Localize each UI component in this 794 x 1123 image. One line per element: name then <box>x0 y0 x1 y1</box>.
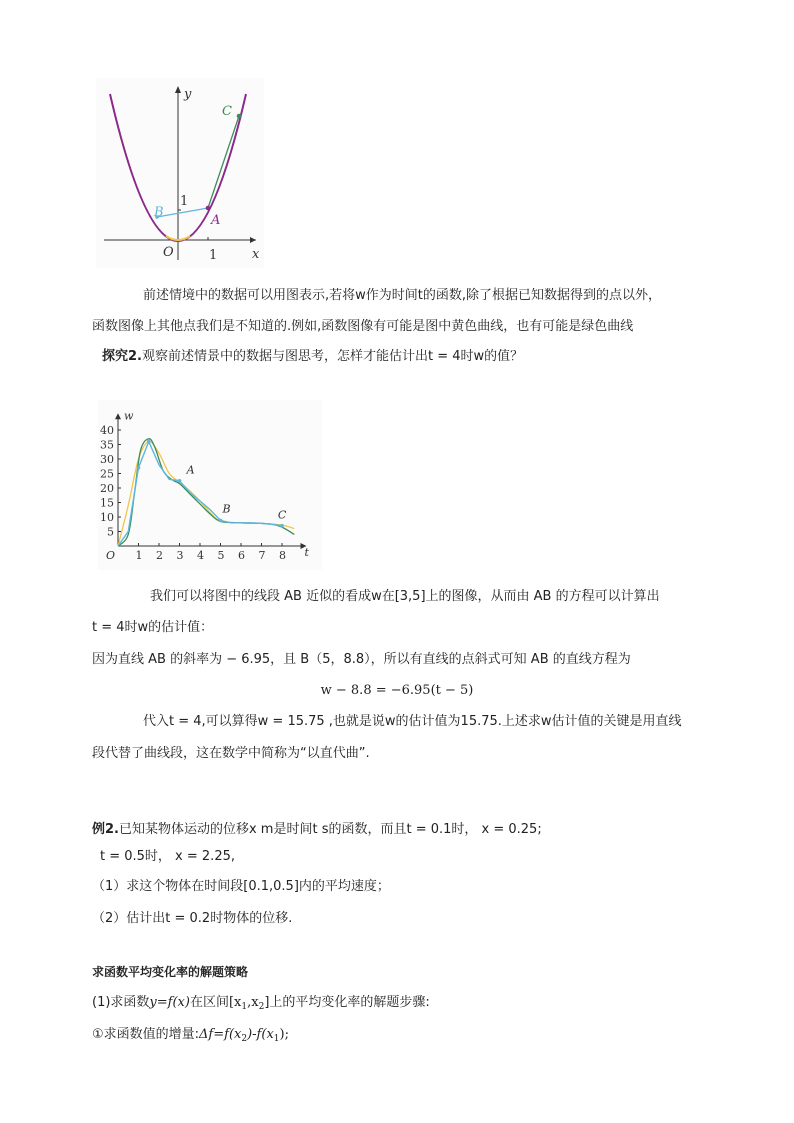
strategy-title: 求函数平均变化率的解题策略 <box>92 965 249 979</box>
line-equation: w − 8.8 = −6.95(t − 5) <box>320 683 474 698</box>
step2-sub-1: 1 <box>273 1034 280 1044</box>
step1-part-h: ]上的平均变化率的解题步骤: <box>264 995 430 1010</box>
label-y-one: 1 <box>180 194 189 209</box>
point-C <box>237 114 242 119</box>
x-tick-label: 6 <box>238 549 245 562</box>
step1-func: y=f(x) <box>149 995 190 1010</box>
paragraph-2-line-1: 我们可以将图中的线段 AB 近似的看成w在[3,5]上的图像，从而由 AB 的方程可以计算出 <box>150 589 660 604</box>
step2-delta: Δf=f(x <box>199 1027 242 1042</box>
x-tick-label: 4 <box>197 549 204 562</box>
x-axis-arrow <box>250 237 256 243</box>
point-label-A: A <box>186 463 195 477</box>
y-axis-arrow <box>175 86 181 93</box>
x-axis-label: t <box>304 546 309 559</box>
explore-heading <box>102 347 523 367</box>
label-A: A <box>211 213 221 228</box>
step1-part-a: (1)求函数 <box>92 995 150 1010</box>
y-tick-label: 10 <box>100 511 114 524</box>
x-tick-label: 2 <box>156 549 163 562</box>
parabola-figure <box>96 78 264 268</box>
example-label: 例2. <box>92 822 119 837</box>
chart-svg <box>98 400 322 570</box>
example-line-2: t = 0.5时， x = 2.25, <box>100 849 235 864</box>
step1-sub-1: 1 <box>241 1002 248 1012</box>
y-tick-label: 20 <box>100 482 114 495</box>
data-point-marker <box>137 466 141 470</box>
y-tick-label: 30 <box>100 453 114 466</box>
step1-sub-2: 2 <box>258 1002 265 1012</box>
series-yellow-curve <box>118 442 294 546</box>
line-BA <box>157 208 208 217</box>
question-1: （1）求这个物体在时间段[0.1,0.5]内的平均速度； <box>92 879 390 894</box>
y-tick-label: 15 <box>100 496 114 510</box>
y-axis-label: w <box>124 409 134 423</box>
y-tick-label: 5 <box>107 525 114 539</box>
explore-text: 观察前述情景中的数据与图思考，怎样才能估计出t = 4时w的值？ <box>141 349 524 364</box>
question-2: （2）估计出t = 0.2时物体的位移. <box>92 911 293 926</box>
step2-mid: )-f(x <box>247 1027 274 1042</box>
x-tick-label: 1 <box>135 549 143 562</box>
x-tick-label: 8 <box>279 549 286 562</box>
paragraph-3-line-1: 因为直线 AB 的斜率为 − 6.95，且 B（5，8.8），所以有直线的点斜式可知 AB 的直线方程为 <box>92 652 631 667</box>
strategy-step-1 <box>92 993 430 1017</box>
y-tick-label: 40 <box>100 424 114 437</box>
label-origin: O <box>163 245 174 260</box>
origin-label: O <box>106 549 116 562</box>
line-AC <box>208 116 239 208</box>
series-polyline <box>118 442 282 546</box>
paragraph-1-line-2: 函数图像上其他点我们是不知道的.例如,函数图像有可能是图中黄色曲线，也有可能是绿色曲线 <box>92 319 634 334</box>
x-tick-label: 7 <box>258 549 266 562</box>
y-axis-arrow <box>115 413 121 419</box>
paragraph-4-line-2: 段代替了曲线段，这在数学中简称为“以直代曲”. <box>92 746 370 761</box>
label-x-one: 1 <box>209 248 218 263</box>
y-tick-label: 35 <box>100 438 114 452</box>
parabola-svg <box>96 78 264 268</box>
label-C: C <box>222 104 232 119</box>
point-label-B: B <box>222 502 231 516</box>
data-point-marker <box>280 524 284 528</box>
x-tick-label: 3 <box>176 549 184 562</box>
point-label-C: C <box>277 508 287 522</box>
paragraph-2-line-2: t = 4时w的估计值： <box>92 620 214 635</box>
example-heading <box>92 820 542 840</box>
step1-interval-mid: ,x <box>247 995 259 1010</box>
strategy-step-2 <box>92 1025 289 1049</box>
step2-end: ); <box>279 1027 289 1042</box>
step2-part-a: ①求函数值的增量: <box>92 1027 200 1042</box>
label-y: y <box>184 87 192 102</box>
step2-sub-2: 2 <box>241 1034 248 1044</box>
x-tick-label: 5 <box>217 549 225 562</box>
data-point-marker <box>219 519 223 523</box>
label-B: B <box>154 205 164 220</box>
point-A <box>206 206 211 211</box>
example-line-1: 已知某物体运动的位移x m是时间t s的函数，而且t = 0.1时， x = 0.25; <box>118 822 542 837</box>
data-point-marker <box>147 440 151 444</box>
y-tick-label: 25 <box>100 467 114 481</box>
paragraph-4-line-1: 代入t = 4,可以算得w = 15.75 ,也就是说w的估计值为15.75.上述求w估计值的关键是用直线 <box>143 714 682 729</box>
chart-figure <box>98 400 322 570</box>
explore-label: 探究2. <box>102 349 142 364</box>
data-point-marker <box>178 479 182 483</box>
label-x: x <box>252 247 260 262</box>
step1-part-c: 在区间 <box>189 995 229 1010</box>
series-green-curve <box>118 439 294 546</box>
paragraph-1-line-1: 前述情境中的数据可以用图表示,若将w作为时间t的函数,除了根据已知数据得到的点以外， <box>143 288 661 303</box>
step1-interval-open: [x <box>228 995 242 1010</box>
